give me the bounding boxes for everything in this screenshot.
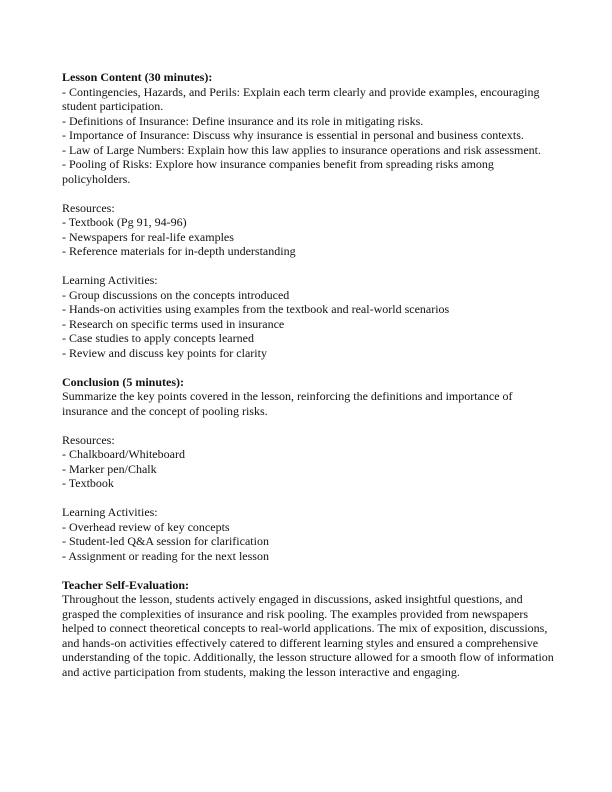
- list-item: - Contingencies, Hazards, and Perils: Explain each term clearly and provide examples, encouraging student participation.: [62, 84, 540, 113]
- list-item: - Marker pen/Chalk: [62, 461, 157, 476]
- list-item: - Law of Large Numbers: Explain how this law applies to insurance operations and risk assessment.: [62, 142, 541, 157]
- section-resources-2: [62, 433, 557, 491]
- document-content: [62, 70, 557, 679]
- section-learning-activities-2: [62, 505, 557, 563]
- list-item: - Research on specific terms used in insurance: [62, 316, 285, 331]
- section-heading: Teacher Self-Evaluation:: [62, 577, 190, 592]
- list-item: - Review and discuss key points for clarity: [62, 345, 267, 360]
- section-conclusion: [62, 375, 557, 419]
- list-item: - Case studies to apply concepts learned: [62, 331, 254, 345]
- list-item: - Pooling of Risks: Explore how insurance companies benefit from spreading risks among policyholders.: [62, 157, 494, 186]
- paragraph: Throughout the lesson, students actively engaged in discussions, asked insightful questions, and grasped the complexities of insurance and risk pooling. The examples provided from newspapers helped to connect theoretical concepts to real-world applications. The mix of exposition, discussions, and hands-on activities effectively catered to different learning styles and ensured a comprehensive understanding of the topic. Additionally, the lesson structure allowed for a smooth flow of information and active participation from students, making the lesson interactive and engaging.: [62, 592, 554, 679]
- list-item: - Student-led Q&A session for clarification: [62, 534, 269, 548]
- section-heading: Resources:: [62, 200, 115, 215]
- list-item: - Textbook (Pg 91, 94-96): [62, 215, 187, 229]
- section-heading: Conclusion (5 minutes):: [62, 374, 185, 389]
- section-resources-1: [62, 201, 557, 259]
- paragraph: Summarize the key points covered in the lesson, reinforcing the definitions and importance of insurance and the concept of pooling risks.: [62, 389, 513, 418]
- section-heading: Lesson Content (30 minutes):: [62, 70, 213, 84]
- section-heading: Learning Activities:: [62, 505, 158, 519]
- section-learning-activities-1: [62, 273, 557, 360]
- list-item: - Reference materials for in-depth understanding: [62, 244, 296, 258]
- list-item: - Overhead review of key concepts: [62, 519, 230, 534]
- list-item: - Definitions of Insurance: Define insurance and its role in mitigating risks.: [62, 113, 424, 128]
- section-lesson-content: [62, 70, 557, 186]
- list-item: - Group discussions on the concepts introduced: [62, 287, 290, 302]
- list-item: - Hands-on activities using examples from the textbook and real-world scenarios: [62, 302, 450, 316]
- list-item: - Textbook: [62, 476, 114, 490]
- section-heading: Resources:: [62, 432, 115, 447]
- list-item: - Chalkboard/Whiteboard: [62, 447, 185, 461]
- list-item: - Newspapers for real-life examples: [62, 229, 234, 244]
- section-heading: Learning Activities:: [62, 273, 158, 287]
- list-item: - Importance of Insurance: Discuss why insurance is essential in personal and business contexts.: [62, 128, 524, 142]
- section-teacher-self-evaluation: [62, 578, 557, 680]
- list-item: - Assignment or reading for the next lesson: [62, 548, 269, 563]
